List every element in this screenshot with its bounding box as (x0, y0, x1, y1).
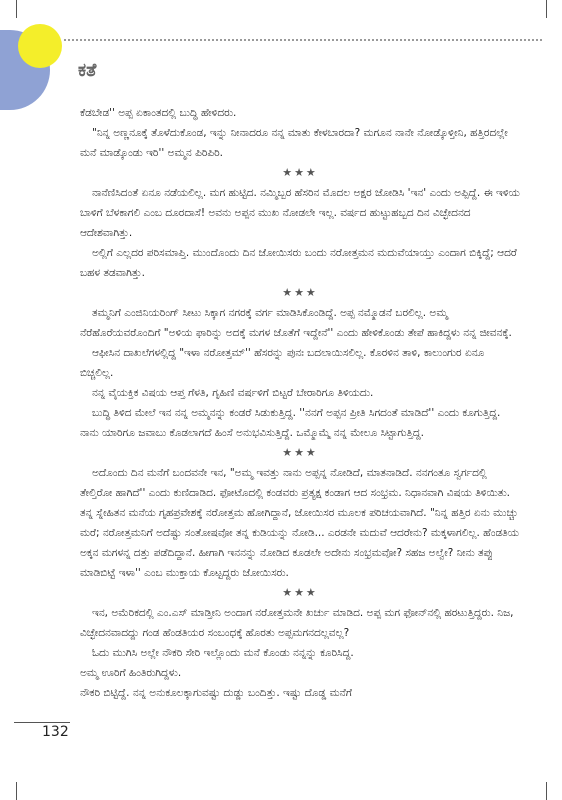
header-decoration-yellow (18, 24, 62, 68)
paragraph: ನಾನೆಣಿಸಿದಂತೆ ಏನೂ ನಡೆಯಲಿಲ್ಲ. ಮಗ ಹುಟ್ಟಿದ. ನಮ್ಮಿಬ್ಬರ ಹೆಸರಿನ ಮೊದಲ ಅಕ್ಷರ ಜೋಡಿಸಿ 'ಇನ' ಎಂದು ಅಪ್ಪಿದ್ದೆ. ಈ ಇಳಿಯ ಬಾಳಿಗೆ ಬೆಳಕಾಗಲಿ ಎಂಬ ದೂರದಾಸೆ! ಅವನು ಅಪ್ಪನ ಮುಖ ನೋಡಲೇ ಇಲ್ಲ. ವರ್ಷದ ಹುಟ್ಟುಹಬ್ಬದ ದಿನ ವಿಚ್ಛೇದನದ ಆದೇಶವಾಗಿತ್ತು. (80, 187, 520, 239)
paragraph: "ನಿನ್ನ ಅಣ್ಣನೂಕ್ಕೆ ತೊಳೆದುಕೊಂಡ, ಇನ್ನು ನೀನಾದರೂ ನನ್ನ ಮಾತು ಕೇಳಬಾರದಾ? ಮಗೂನ ನಾನೇ ನೋಡ್ಕೊಳ್ತೀನಿ, ಹತ್ತಿರದಲ್ಲೇ ಮನೆ ಮಾಡ್ಕೊಂಡು ಇರಿ'' ಅಮ್ಮನ ಪಿರಿಪಿರಿ. (80, 127, 508, 159)
paragraph: ನೌಕರಿ ಬಿಟ್ಟಿದ್ದೆ. ನನ್ನ ಅನುಕೂಲಕ್ಕಾಗುವಷ್ಟು ದುಡ್ಡು ಬಂದಿತ್ತು. ಇಷ್ಟು ದೊಡ್ಡ ಮನೆಗೆ (80, 687, 352, 699)
paragraph: ಓದು ಮುಗಿಸಿ ಅಲ್ಲೇ ನೌಕರಿ ಸೇರಿ ಇಲ್ಲೊಂದು ಮನೆ ಕೊಂಡು ನನ್ನನ್ನು ಕೂರಿಸಿದ್ದ. (92, 647, 354, 659)
section-separator: ★★★ (282, 286, 318, 299)
paragraph: ಬುದ್ಧಿ ತಿಳಿದ ಮೇಲೆ ಇನ ನನ್ನ ಅಮ್ಮನನ್ನು ಕಂಡರೆ ಸಿಡುಕುತ್ತಿದ್ದ. ''ನನಗೆ ಅಪ್ಪನ ಪ್ರೀತಿ ಸಿಗದಂತೆ ಮಾಡಿದೆ'' ಎಂದು ಕೂಗುತ್ತಿದ್ದ. ನಾನು ಯಾರಿಗೂ ಜವಾಬು ಕೊಡಲಾಗದೆ ಹಿಂಸೆ ಅನುಭವಿಸುತ್ತಿದ್ದೆ. ಒಮ್ಮೊಮ್ಮೆ ನನ್ನ ಮೇಲೂ ಸಿಟ್ಟಾಗುತ್ತಿದ್ದ. (80, 407, 501, 439)
section-title: ಕತೆ (78, 60, 97, 81)
story-body (80, 103, 520, 703)
paragraph: ಕೆಡಬೇಡ'' ಅಪ್ಪ ಏಕಾಂತದಲ್ಲಿ ಬುದ್ಧಿ ಹೇಳಿದರು. (80, 107, 237, 119)
paragraph: ಇನ, ಅಮೆರಿಕದಲ್ಲಿ ಎಂ.ಎಸ್ ಮಾಡ್ತೀನಿ ಅಂದಾಗ ನರೋತ್ತಮನೇ ಖರ್ಚು ಮಾಡಿದ. ಅಪ್ಪ ಮಗ ಫೋನ್‌ನಲ್ಲಿ ಹರಟುತ್ತಿದ್ದರು. ನಿಜ, ವಿಚ್ಛೇದನವಾದದ್ದು ಗಂಡ ಹೆಂಡತಿಯರ ಸಂಬಂಧಕ್ಕೆ ಹೊರತು ಅಪ್ಪಮಗನದಲ್ಲವಲ್ಲ? (80, 607, 514, 639)
crop-mark (546, 0, 547, 18)
paragraph: ನನ್ನ ವೈಯಕ್ತಿಕ ವಿಷಯ ಆಪ್ತ ಗೆಳತಿ, ಗೃಹಿಣಿ ವರ್ಷಳಿಗೆ ಬಿಟ್ಟರೆ ಬೇರಾರಿಗೂ ತಿಳಿಯದು. (92, 387, 374, 399)
section-separator: ★★★ (282, 586, 318, 599)
crop-mark (16, 782, 17, 800)
section-separator: ★★★ (282, 446, 318, 459)
paragraph: ಅಲ್ಲಿಗೆ ಎಲ್ಲದರ ಪರಿಸಮಾಪ್ತಿ. ಮುಂದೊಂದು ದಿನ ಜೋಯಿಸರು ಬಂದು ನರೋತ್ತಮನ ಮದುವೆಯಾಯ್ತು ಎಂದಾಗ ಬಿಕ್ಕಿದ್ದೆ; ಆದರೆ ಬಹಳ ತಡವಾಗಿತ್ತು. (80, 247, 517, 279)
header-dotted-rule (64, 39, 542, 41)
paragraph: ಅಮ್ಮ ಊರಿಗೆ ಹಿಂತಿರುಗಿದ್ದಳು. (80, 667, 182, 679)
footer-rule (14, 722, 70, 723)
paragraph: ತಮ್ಮನಿಗೆ ಎಂಜಿನಿಯರಿಂಗ್ ಸೀಟು ಸಿಕ್ಕಾಗ ನಗರಕ್ಕೆ ವರ್ಗ ಮಾಡಿಸಿಕೊಂಡಿದ್ದೆ. ಅಪ್ಪ ನಮ್ಮೊಡನೆ ಬರಲಿಲ್ಲ. ಅಮ್ಮ ನೆರೆಹೊರೆಯವರೊಂದಿಗೆ "ಅಳಿಯ ಫಾರಿನ್ನು ಅದಕ್ಕೆ ಮಗಳ ಜೊತೆಗೆ ಇದ್ದೇನೆ'' ಎಂದು ಹೇಳಿಕೊಂಡು ತೇಪೆ ಹಾಕಿದ್ದಳು ನನ್ನ ಜೀವನಕ್ಕೆ. (80, 307, 512, 339)
crop-mark (16, 0, 17, 18)
page-number: 132 (42, 724, 69, 740)
paragraph: ಅದೊಂದು ದಿನ ಮನೆಗೆ ಬಂದವನೇ ಇನ, "ಅಮ್ಮ ಇವತ್ತು ನಾನು ಅಪ್ಪನ್ನ ನೋಡಿದೆ, ಮಾತನಾಡಿದೆ. ನನಗಂತೂ ಸ್ವರ್ಗದಲ್ಲಿ ತೇಲ್ತಿರೋ ಹಾಗಿದೆ'' ಎಂದು ಕುಣಿದಾಡಿದ. ಫೋಟೊದಲ್ಲಿ ಕಂಡವರು ಪ್ರತ್ಯಕ್ಷ ಕಂಡಾಗ ಆದ ಸಂಭ್ರಮ. ನಿಧಾನವಾಗಿ ವಿಷಯ ತಿಳಿಯಿತು. ತನ್ನ ಸ್ನೇಹಿತನ ಮನೆಯ ಗೃಹಪ್ರವೇಶಕ್ಕೆ ನರೋತ್ತಮ ಹೋಗಿದ್ದಾನೆ, ಜೋಯಿಸರ ಮೂಲಕ ಪರಿಚಯವಾಗಿದೆ. "ನಿನ್ನ ಹತ್ತಿರ ಏನು ಮುಚ್ಚು ಮರೆ; ನರೋತ್ತಮನಿಗೆ ಅದೆಷ್ಟು ಸಂತೋಷವೋ ತನ್ನ ಕುಡಿಯನ್ನು ನೋಡಿ... ಎರಡನೇ ಮದುವೆ ಆದರೇನು? ಮಕ್ಕಳಾಗಲಿಲ್ಲ. ಹೆಂಡತಿಯ ಅಕ್ಕನ ಮಗಳನ್ನ ದತ್ತು ಪಡೆದಿದ್ದಾನೆ. ಹೀಗಾಗಿ ಇನನನ್ನು ನೋಡಿದ ಕೂಡಲೇ ಅದೇನು ಸಂಭ್ರಮವೋ? ಸಹಜ ಅಲ್ವೇ? ನೀನು ತಪ್ಪು ಮಾಡಿಬಿಟ್ಟೆ ಇಳಾ'' ಎಂಬ ಮುಕ್ತಾಯ ಕೊಟ್ಟದ್ದರು ಜೋಯಿಸರು. (80, 467, 519, 579)
crop-mark (546, 782, 547, 800)
section-separator: ★★★ (282, 166, 318, 179)
paragraph: ಆಫೀಸಿನ ದಾಖಲೆಗಳಲ್ಲಿದ್ದ "ಇಳಾ ನರೋತ್ತಮ್'' ಹೆಸರನ್ನು ಪುನಃ ಬದಲಾಯಿಸಲಿಲ್ಲ. ಕೊರಳಿನ ತಾಳಿ, ಕಾಲುಂಗುರ ಏನೂ ಬಿಚ್ಚಲಿಲ್ಲ. (80, 347, 485, 379)
